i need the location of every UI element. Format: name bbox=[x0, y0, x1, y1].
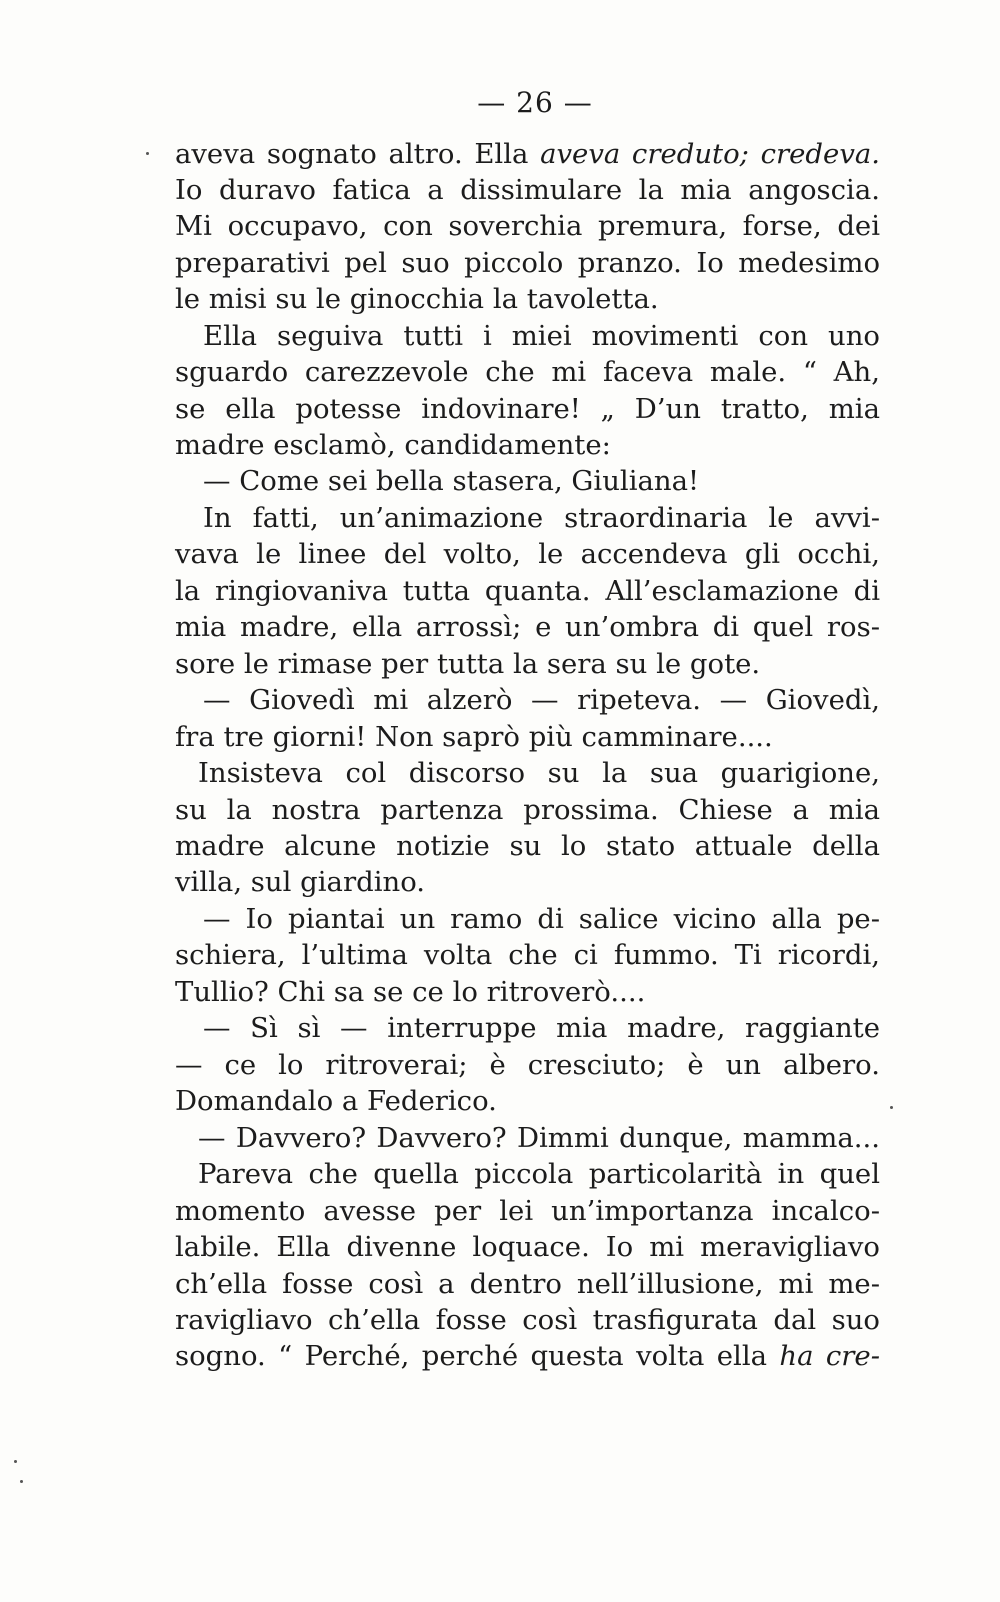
text-line-9: madre esclamò, candidamente: bbox=[175, 429, 611, 461]
text-line-1: aveva sognato altro. Ella aveva creduto; credeva. bbox=[175, 138, 880, 170]
text-line-12: vava le linee del volto, le accendeva gli occhi, bbox=[175, 538, 880, 570]
text-line-20: madre alcune notizie su lo stato attuale della bbox=[175, 830, 880, 862]
text-line-34: sogno. “ Perché, perché questa volta ella ha cre- bbox=[175, 1340, 880, 1372]
text-line-4: preparativi pel suo piccolo pranzo. Io medesimo bbox=[175, 247, 880, 279]
text-line-8: se ella potesse indovinare! „ D’un tratto, mia bbox=[175, 393, 880, 425]
text-line-33: ravigliavo ch’ella fosse così trasfigurata dal suo bbox=[175, 1304, 880, 1336]
text-line-15: sore le rimase per tutta la sera su le gote. bbox=[175, 648, 761, 680]
text-line-14: mia madre, ella arrossì; e un’ombra di quel ros- bbox=[175, 611, 880, 643]
text-line-18: Insisteva col discorso su la sua guarigione, bbox=[198, 757, 880, 789]
text-line-24: Tullio? Chi sa se ce lo ritroverò.... bbox=[175, 976, 646, 1008]
text-line-30: momento avesse per lei un’importanza incalco- bbox=[175, 1195, 880, 1227]
text-line-23: schiera, l’ultima volta che ci fummo. Ti ricordi, bbox=[175, 939, 880, 971]
paper-speck bbox=[146, 152, 149, 155]
text-line-25: — Sì sì — interruppe mia madre, raggiante bbox=[203, 1012, 880, 1044]
paper-speck bbox=[20, 1480, 23, 1483]
paper-speck bbox=[14, 1460, 17, 1463]
text-line-27: Domandalo a Federico. bbox=[175, 1085, 497, 1117]
paper-speck bbox=[890, 1106, 893, 1109]
page-number: — 26 — bbox=[477, 86, 593, 119]
text-line-7: sguardo carezzevole che mi faceva male. “ Ah, bbox=[175, 356, 880, 388]
text-line-32: ch’ella fosse così a dentro nell’illusione, mi me- bbox=[175, 1268, 880, 1300]
text-line-28: — Davvero? Davvero? Dimmi dunque, mamma... bbox=[198, 1122, 880, 1154]
text-line-19: su la nostra partenza prossima. Chiese a mia bbox=[175, 794, 880, 826]
text-line-11: In fatti, un’animazione straordinaria le avvi- bbox=[203, 502, 880, 534]
text-line-13: la ringiovaniva tutta quanta. All’esclamazione di bbox=[175, 575, 880, 607]
text-line-6: Ella seguiva tutti i miei movimenti con uno bbox=[203, 320, 880, 352]
text-line-26: — ce lo ritroverai; è cresciuto; è un albero. bbox=[175, 1049, 880, 1081]
text-line-2: Io duravo fatica a dissimulare la mia angoscia. bbox=[175, 174, 880, 206]
text-line-21: villa, sul giardino. bbox=[175, 866, 426, 898]
text-line-10: — Come sei bella stasera, Giuliana! bbox=[203, 465, 700, 497]
text-line-22: — Io piantai un ramo di salice vicino alla pe- bbox=[203, 903, 880, 935]
text-line-5: le misi su le ginocchia la tavoletta. bbox=[175, 283, 659, 315]
text-line-29: Pareva che quella piccola particolarità in quel bbox=[198, 1158, 880, 1190]
text-line-31: labile. Ella divenne loquace. Io mi meravigliavo bbox=[175, 1231, 880, 1263]
text-line-17: fra tre giorni! Non saprò più camminare.... bbox=[175, 721, 773, 753]
text-line-16: — Giovedì mi alzerò — ripeteva. — Giovedì, bbox=[203, 684, 880, 716]
text-line-3: Mi occupavo, con soverchia premura, forse, dei bbox=[175, 210, 880, 242]
